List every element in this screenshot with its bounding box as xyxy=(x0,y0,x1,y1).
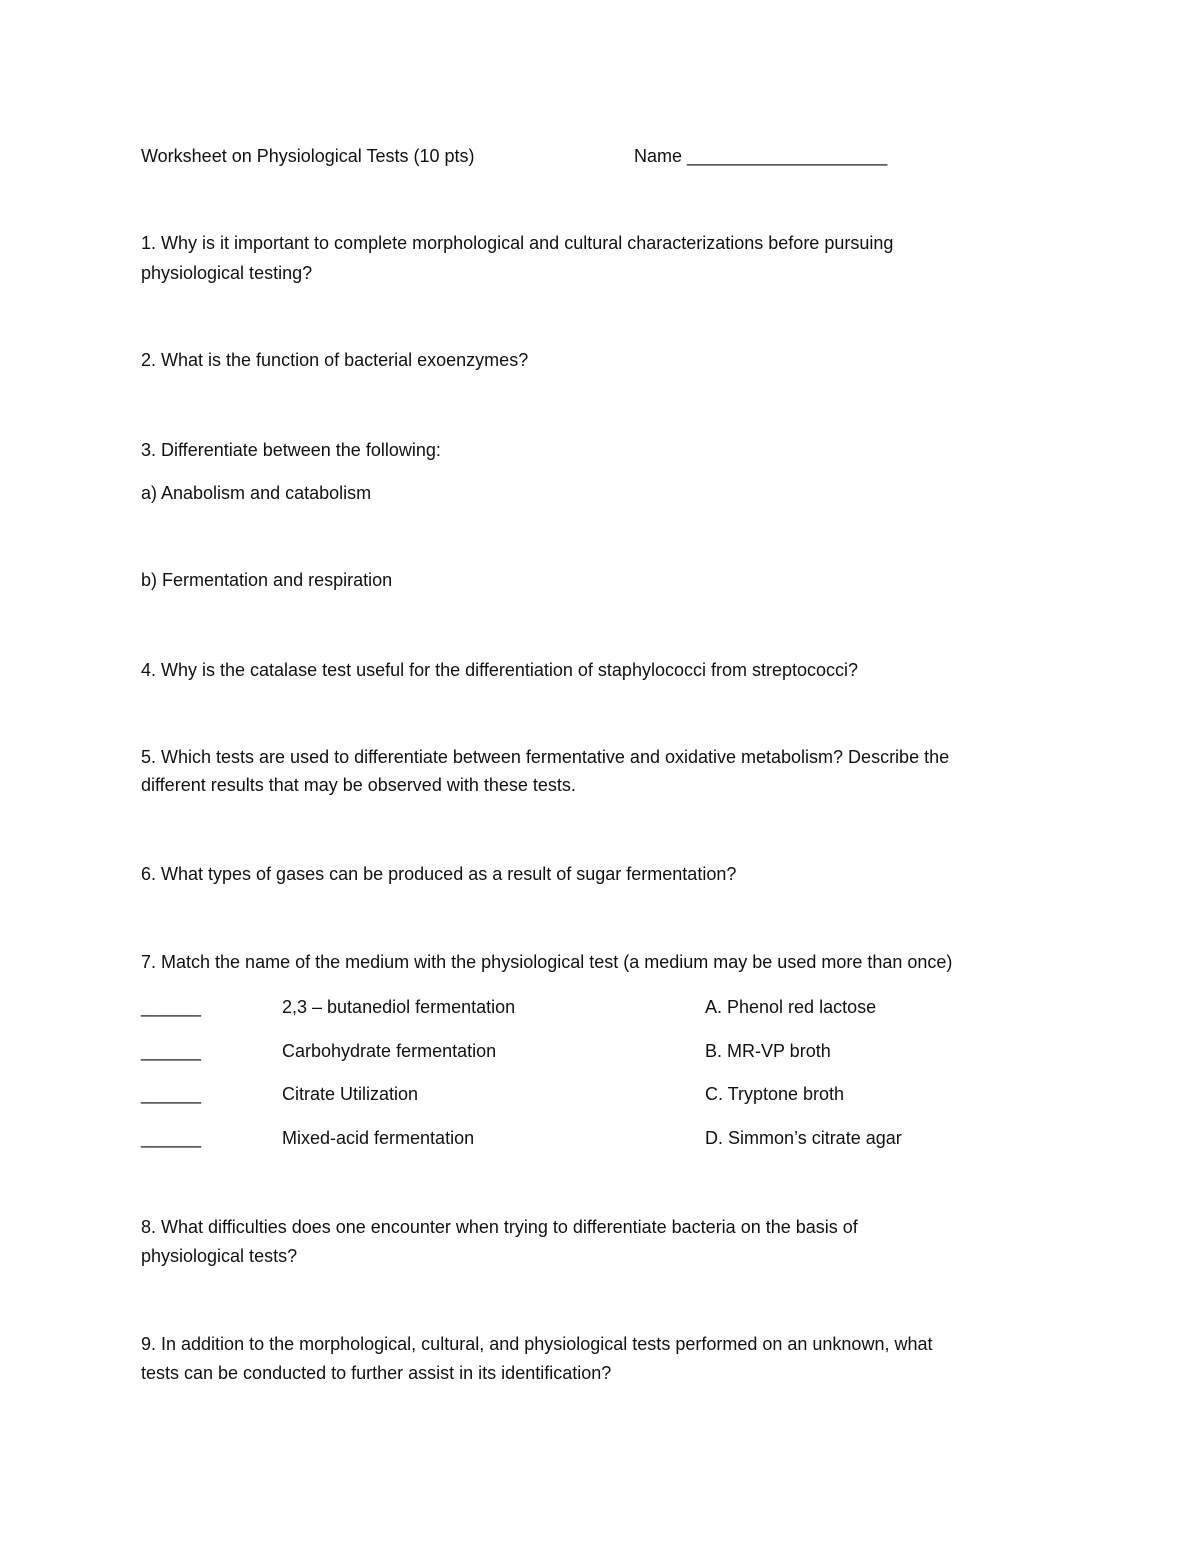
matching-blank-1: ______ xyxy=(141,997,202,1017)
matching-medium-c: C. Tryptone broth xyxy=(705,1084,845,1104)
matching-test-3: Citrate Utilization xyxy=(282,1084,419,1104)
question-9-line-2: tests can be conducted to further assist in its identification? xyxy=(141,1363,612,1383)
question-7: 7. Match the name of the medium with the physiological test (a medium may be used more than once) xyxy=(141,952,953,972)
question-5-line-2: different results that may be observed with these tests. xyxy=(141,775,576,795)
question-2: 2. What is the function of bacterial exoenzymes? xyxy=(141,350,529,370)
question-3b: b) Fermentation and respiration xyxy=(141,570,393,590)
question-9-line-1: 9. In addition to the morphological, cultural, and physiological tests performed on an unknown, what xyxy=(141,1334,933,1354)
question-3: 3. Differentiate between the following: xyxy=(141,440,441,460)
question-1-line-1: 1. Why is it important to complete morphological and cultural characterizations before pursuing xyxy=(141,233,894,253)
matching-medium-d: D. Simmon’s citrate agar xyxy=(705,1128,902,1148)
matching-blank-2: ______ xyxy=(141,1041,202,1061)
matching-test-2: Carbohydrate fermentation xyxy=(282,1041,497,1061)
matching-test-4: Mixed-acid fermentation xyxy=(282,1128,475,1148)
question-4: 4. Why is the catalase test useful for the differentiation of staphylococci from streptococci? xyxy=(141,660,859,680)
question-8-line-2: physiological tests? xyxy=(141,1246,298,1266)
matching-blank-3: ______ xyxy=(141,1084,202,1104)
matching-medium-b: B. MR-VP broth xyxy=(705,1041,831,1061)
question-8-line-1: 8. What difficulties does one encounter when trying to differentiate bacteria on the basis of xyxy=(141,1217,858,1237)
name-field: Name ____________________ xyxy=(634,146,888,166)
question-1-line-2: physiological testing? xyxy=(141,263,313,283)
question-6: 6. What types of gases can be produced as a result of sugar fermentation? xyxy=(141,864,737,884)
worksheet-title: Worksheet on Physiological Tests (10 pts) xyxy=(141,146,475,166)
matching-medium-a: A. Phenol red lactose xyxy=(705,997,877,1017)
matching-test-1: 2,3 – butanediol fermentation xyxy=(282,997,516,1017)
matching-blank-4: ______ xyxy=(141,1128,202,1148)
question-5-line-1: 5. Which tests are used to differentiate between fermentative and oxidative metabolism? Describe the xyxy=(141,747,950,767)
question-3a: a) Anabolism and catabolism xyxy=(141,483,372,503)
